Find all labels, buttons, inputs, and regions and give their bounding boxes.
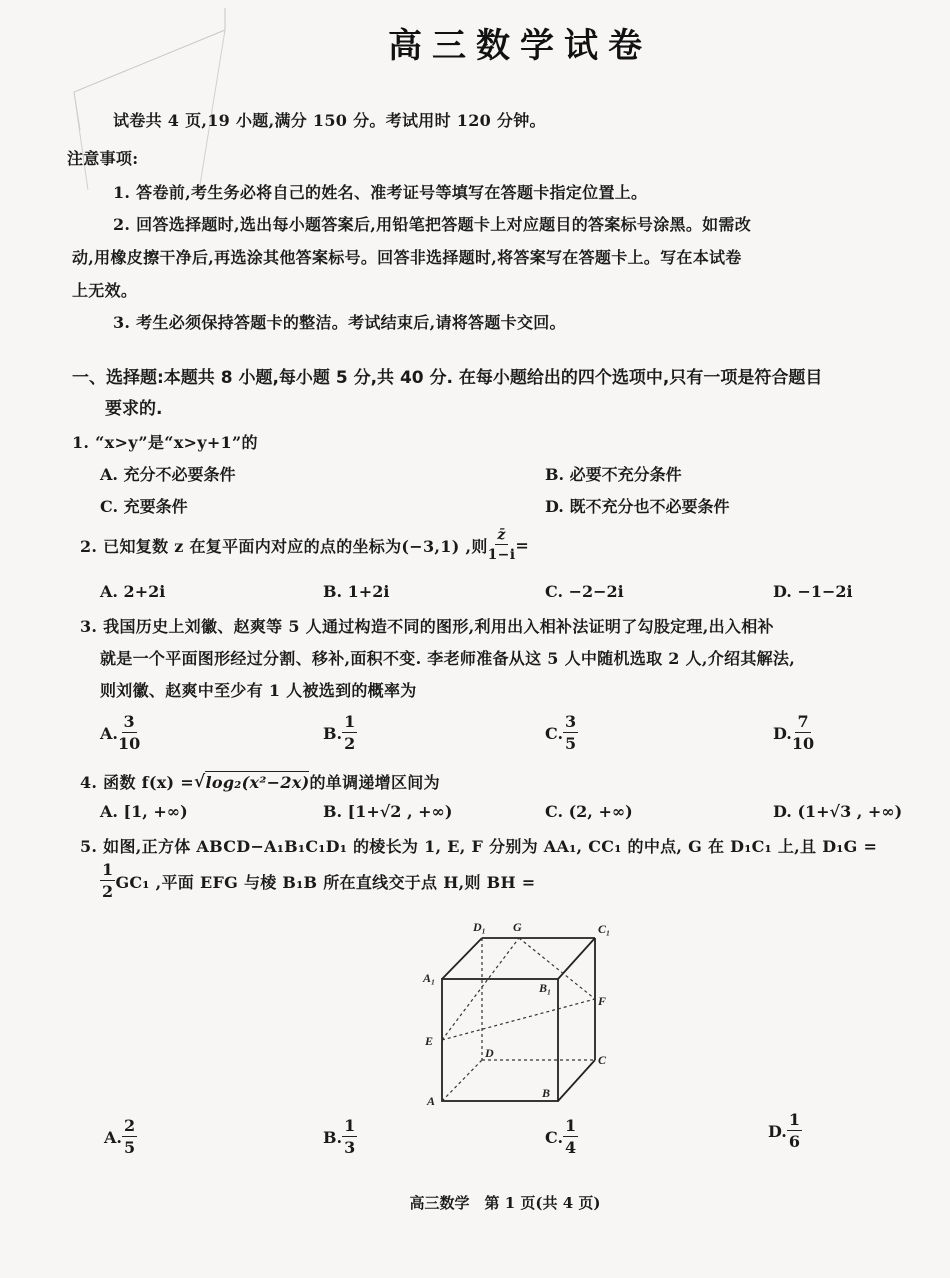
sqrt-icon: √ <box>193 771 206 792</box>
q3-b-label: B. <box>323 723 343 743</box>
question-3-stem-3: 则刘徽、赵爽中至少有 1 人被选到的概率为 <box>100 681 417 700</box>
q5-d-den: 6 <box>788 1132 801 1151</box>
q3-d-label: D. <box>773 723 792 743</box>
label-d: D <box>485 1046 494 1060</box>
q2-option-b: B. 1+2i <box>323 582 390 601</box>
q4-stem-suffix: 的单调递增区间为 <box>309 773 440 792</box>
q1-option-d: D. 既不充分也不必要条件 <box>545 497 730 516</box>
question-3-stem-2: 就是一个平面图形经过分割、移补,面积不变. 李老师准备从这 5 人中随机选取 2 人,介绍其解法, <box>100 649 796 668</box>
exam-intro: 试卷共 4 页,19 小题,满分 150 分。考试用时 120 分钟。 <box>113 111 546 130</box>
label-g: G <box>513 920 522 934</box>
q3-option-d <box>773 714 814 752</box>
notice-3: 3. 考生必须保持答题卡的整洁。考试结束后,请将答题卡交回。 <box>113 313 566 332</box>
q4-stem-prefix: 4. 函数 f(x) = <box>80 773 194 792</box>
q4-option-d: D. (1+√3 , +∞) <box>773 802 903 821</box>
q5-d-frac <box>787 1112 802 1150</box>
q3-d-num: 7 <box>797 712 809 731</box>
question-1-stem: 1. “x>y”是“x>y+1”的 <box>72 433 258 452</box>
notice-1: 1. 答卷前,考生务必将自己的姓名、准考证号等填写在答题卡指定位置上。 <box>113 183 648 202</box>
notice-2: 2. 回答选择题时,选出每小题答案后,用铅笔把答题卡上对应题目的答案标号涂黑。如需改 <box>113 215 752 234</box>
q3-a-frac <box>118 714 140 752</box>
label-b: B <box>542 1086 551 1100</box>
q3-a-num: 3 <box>123 712 135 731</box>
q5-d-label: D. <box>768 1121 787 1141</box>
q2-frac-den: 1−i <box>487 547 516 563</box>
q4-radicand: log₂(x²−2x) <box>205 773 310 792</box>
q4-option-b: B. [1+√2 , +∞) <box>323 802 453 821</box>
question-5-stem-1: 5. 如图,正方体 ABCD−A₁B₁C₁D₁ 的棱长为 1, E, F 分别为 AA₁, CC₁ 的中点, G 在 D₁C₁ 上,且 D₁G = <box>80 837 878 856</box>
q2-stem-text: 2. 已知复数 z 在复平面内对应的点的坐标为(−3,1) ,则 <box>80 536 488 556</box>
q1-option-c: C. 充要条件 <box>100 497 188 516</box>
section-heading-cont: 要求的. <box>105 399 163 419</box>
q5-b-label: B. <box>323 1127 343 1147</box>
q1-option-b: B. 必要不充分条件 <box>545 465 682 484</box>
q3-c-label: C. <box>545 723 564 743</box>
label-e: E <box>425 1034 434 1048</box>
q3-c-num: 3 <box>565 712 577 731</box>
q5-a-label: A. <box>104 1127 122 1147</box>
q4-option-c: C. (2, +∞) <box>545 802 633 821</box>
q5-a-den: 5 <box>123 1138 136 1157</box>
notice-2-cont: 动,用橡皮擦干净后,再选涂其他答案标号。回答非选择题时,将答案写在答题卡上。写在本试卷 <box>72 248 742 267</box>
q5-c-label: C. <box>545 1127 564 1147</box>
q5-d-num: 1 <box>788 1110 801 1129</box>
q5-b-frac <box>342 1118 357 1156</box>
notices-heading: 注意事项: <box>67 149 139 168</box>
label-c1: C₁ <box>598 922 611 936</box>
q5-option-c <box>545 1118 578 1156</box>
q1-option-a: A. 充分不必要条件 <box>100 465 236 484</box>
label-f: F <box>598 994 607 1008</box>
q5-a-num: 2 <box>123 1116 136 1135</box>
q5-stem-frac <box>100 862 115 900</box>
question-3-stem-1: 3. 我国历史上刘徽、赵爽等 5 人通过构造不同的图形,利用出入相补法证明了勾股定理,出入相补 <box>80 617 774 636</box>
q3-option-b <box>323 714 357 752</box>
question-2-stem <box>80 528 529 562</box>
q3-a-den: 10 <box>117 734 141 753</box>
q3-c-frac <box>563 714 578 752</box>
q3-a-label: A. <box>100 723 118 743</box>
q5-option-a <box>104 1118 137 1156</box>
q3-b-frac <box>342 714 357 752</box>
q3-option-a <box>100 714 140 752</box>
q2-option-c: C. −2−2i <box>545 582 624 601</box>
q2-frac-num: z̄ <box>497 527 506 543</box>
label-a1: A₁ <box>423 971 436 985</box>
cube-figure <box>415 912 625 1112</box>
q5-c-den: 4 <box>565 1138 577 1157</box>
q2-option-d: D. −1−2i <box>773 582 853 601</box>
question-5-stem-2 <box>100 862 535 900</box>
q5-option-d <box>768 1112 802 1150</box>
q3-c-den: 5 <box>565 734 577 753</box>
q5-b-den: 3 <box>344 1138 356 1157</box>
q3-d-den: 10 <box>791 734 815 753</box>
q5-option-b <box>323 1118 357 1156</box>
label-d1: D₁ <box>473 920 486 934</box>
page-title: 高三数学试卷 <box>388 26 652 66</box>
label-a: A <box>427 1094 436 1108</box>
q3-b-den: 2 <box>344 734 356 753</box>
q3-b-num: 1 <box>344 712 356 731</box>
label-b1: B₁ <box>539 981 552 995</box>
q5-c-frac <box>563 1118 578 1156</box>
q2-option-a: A. 2+2i <box>100 582 166 601</box>
q5-stem-text: GC₁ ,平面 EFG 与棱 B₁B 所在直线交于点 H,则 BH = <box>115 872 536 892</box>
page-footer: 高三数学 第 1 页(共 4 页) <box>409 1194 601 1212</box>
q4-option-a: A. [1, +∞) <box>100 802 188 821</box>
q5-stem-den: 2 <box>102 882 114 901</box>
q5-stem-num: 1 <box>102 860 114 879</box>
q5-c-num: 1 <box>565 1116 577 1135</box>
notice-2-end: 上无效。 <box>72 281 138 300</box>
q2-stem-eq: = <box>515 535 530 555</box>
q5-a-frac <box>122 1118 137 1156</box>
q2-fraction <box>488 528 516 562</box>
q5-b-num: 1 <box>344 1116 356 1135</box>
label-c: C <box>598 1053 607 1067</box>
q3-d-frac <box>792 714 814 752</box>
question-4-stem <box>80 770 440 793</box>
q3-option-c <box>545 714 578 752</box>
section-heading: 一、选择题:本题共 8 小题,每小题 5 分,共 40 分. 在每小题给出的四个选项中,只有一项是符合题目 <box>72 368 823 388</box>
